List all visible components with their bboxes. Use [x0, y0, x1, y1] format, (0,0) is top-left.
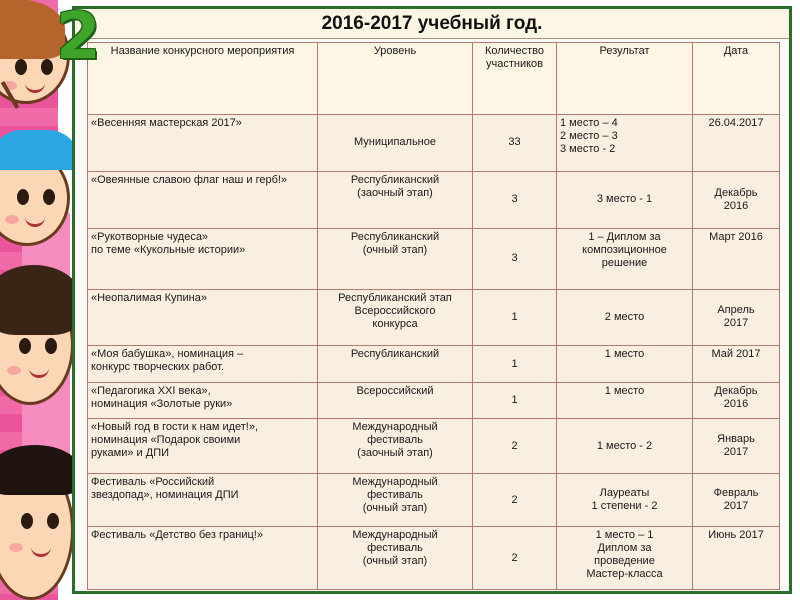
cell-date — [693, 228, 780, 289]
cell-date-line: Март 2016 — [709, 230, 763, 243]
cell-date-line: Май 2017 — [711, 348, 761, 361]
cell-result-line: 3 место - 1 — [596, 193, 653, 206]
cell-level-line: Международный — [352, 421, 438, 434]
cell-level — [318, 382, 473, 419]
cell-count: 2 — [473, 474, 557, 527]
cell-date-line: 2017 — [723, 446, 749, 459]
cell-date-line: Декабрь — [714, 384, 758, 397]
cell-name-line: Фестиваль «Детство без границ!» — [91, 529, 263, 541]
cell-result-line: 2 место — [604, 310, 645, 323]
cell-date-line: Декабрь — [714, 186, 758, 199]
child-hat-icon — [0, 130, 80, 170]
cell-name-line: «Моя бабушка», номинация – — [91, 348, 244, 361]
table-row — [88, 382, 780, 419]
cell-level-line: фестиваль — [367, 542, 423, 554]
cell-result-line: 1 место – 1 — [595, 529, 654, 541]
cell-name-line: «Неопалимая Купина» — [91, 291, 207, 304]
cell-result-line: Диплом за — [597, 542, 652, 554]
cell-name-line: номинация «Золотые руки» — [91, 397, 233, 410]
cell-count: 1 — [473, 346, 557, 383]
table-row — [88, 419, 780, 474]
cell-name-line: «Овеянные славою флаг наш и герб!» — [91, 173, 288, 186]
slide-number-badge: 2 — [56, 0, 101, 74]
cell-level — [318, 527, 473, 590]
cell-name — [88, 419, 318, 474]
cell-level-line: (очный этап) — [362, 555, 428, 567]
table-row — [88, 115, 780, 172]
table-body — [88, 115, 780, 590]
cell-date — [693, 382, 780, 419]
cell-date-line: 2016 — [723, 199, 749, 212]
cell-name-line: «Новый год в гости к нам идет!», — [91, 421, 259, 434]
cell-level-line: Всероссийский — [356, 384, 434, 397]
header-name: Название конкурсного мероприятия — [88, 43, 318, 115]
cell-level — [318, 419, 473, 474]
cell-name-line: Фестиваль «Российский — [91, 476, 215, 489]
cell-date-line: Апрель — [717, 304, 755, 317]
cell-result-line: проведение — [594, 555, 655, 567]
cell-level — [318, 171, 473, 228]
table-row — [88, 527, 780, 590]
cell-name-line: звездопад», номинация ДПИ — [91, 489, 239, 502]
cell-result — [557, 474, 693, 527]
cell-level-line: фестиваль — [367, 489, 423, 502]
cell-result-line: 1 место — [604, 348, 645, 361]
kids-decoration — [0, 0, 80, 600]
cell-level — [318, 228, 473, 289]
cell-name — [88, 171, 318, 228]
cell-count: 3 — [473, 171, 557, 228]
cell-level-line: Республиканский этап — [338, 291, 452, 304]
table-row — [88, 171, 780, 228]
cell-date — [693, 115, 780, 172]
cell-date — [693, 171, 780, 228]
cell-level-line: Республиканский — [350, 173, 440, 186]
cell-count: 1 — [473, 382, 557, 419]
header-level: Уровень — [318, 43, 473, 115]
cell-result — [557, 527, 693, 590]
cell-date-line: Февраль — [713, 487, 759, 500]
cell-count: 1 — [473, 289, 557, 346]
cell-result — [557, 171, 693, 228]
cell-level-line: (заочный этап) — [357, 186, 433, 199]
cell-level — [318, 346, 473, 383]
cell-result — [557, 228, 693, 289]
header-result: Результат — [557, 43, 693, 115]
cell-date-line: Июнь 2017 — [708, 529, 764, 541]
cell-level-line: (очный этап) — [362, 243, 428, 256]
cell-level — [318, 474, 473, 527]
cell-result — [557, 115, 693, 172]
cell-result-line: 2 место – 3 — [560, 130, 618, 142]
cell-result-line: 1 место - 2 — [596, 439, 653, 452]
cell-name — [88, 289, 318, 346]
cell-level-line: конкурса — [372, 317, 418, 330]
cell-count: 33 — [473, 115, 557, 172]
cell-name-line: по теме «Кукольные истории» — [91, 243, 246, 256]
child-hair-2-icon — [0, 445, 80, 495]
cell-count: 2 — [473, 527, 557, 590]
cell-date — [693, 474, 780, 527]
header-date: Дата — [693, 43, 780, 115]
cell-level — [318, 289, 473, 346]
cell-level-line: (заочный этап) — [357, 447, 433, 460]
cell-date-line: 26.04.2017 — [708, 117, 764, 129]
cell-date-line: 2017 — [723, 317, 749, 330]
cell-name — [88, 527, 318, 590]
cell-date-line: Январь — [717, 433, 755, 446]
content-frame — [72, 6, 792, 594]
cell-name-line: номинация «Подарок своими — [91, 434, 241, 447]
cell-count: 2 — [473, 419, 557, 474]
cell-level-line: фестиваль — [367, 434, 423, 447]
table-row — [88, 474, 780, 527]
cell-date — [693, 346, 780, 383]
header-count: Количество участников — [473, 43, 557, 115]
cell-date — [693, 419, 780, 474]
cell-name-line: «Педагогика XXI века», — [91, 384, 211, 397]
cell-result — [557, 289, 693, 346]
cell-level-line: (очный этап) — [362, 502, 428, 515]
table-row — [88, 289, 780, 346]
cell-date-line: 2016 — [723, 397, 749, 410]
cell-result — [557, 346, 693, 383]
cell-name-line: «Весенняя мастерская 2017» — [91, 117, 242, 129]
cell-name — [88, 115, 318, 172]
cell-level-line: Международный — [352, 476, 438, 489]
cell-date — [693, 289, 780, 346]
cell-name — [88, 228, 318, 289]
cell-result-line: Мастер-класса — [586, 568, 663, 580]
cell-name — [88, 382, 318, 419]
cell-result-line: 3 место - 2 — [560, 143, 616, 155]
competitions-table — [87, 42, 780, 590]
cell-count: 3 — [473, 228, 557, 289]
cell-result-line: 1 место – 4 — [560, 117, 618, 129]
table-row — [88, 228, 780, 289]
cell-level-line: Муниципальное — [354, 136, 436, 149]
cell-result-line: композиционное — [582, 243, 667, 256]
cell-result — [557, 382, 693, 419]
page-title: 2016-2017 учебный год. — [75, 9, 789, 39]
cell-result-line: 1 место — [604, 384, 645, 397]
cell-result — [557, 419, 693, 474]
cell-level-line: Всероссийского — [354, 304, 436, 317]
cell-level — [318, 115, 473, 172]
cell-result-line: Лауреаты — [599, 487, 650, 500]
table-header-row — [88, 43, 780, 115]
cell-level-line: Республиканский — [350, 230, 440, 243]
cell-name-line: руками» и ДПИ — [91, 447, 170, 460]
cell-name — [88, 474, 318, 527]
cell-date-line: 2017 — [723, 500, 749, 513]
cell-name-line: «Рукотворные чудеса» — [91, 230, 209, 243]
cell-result-line: решение — [601, 256, 648, 269]
cell-name — [88, 346, 318, 383]
table-row — [88, 346, 780, 383]
cell-result-line: 1 – Диплом за — [588, 230, 661, 243]
child-hair-icon — [0, 265, 80, 335]
cell-date — [693, 527, 780, 590]
cell-level-line: Международный — [352, 529, 438, 541]
cell-name-line: конкурс творческих работ. — [91, 361, 225, 374]
cell-result-line: 1 степени - 2 — [591, 500, 658, 513]
cell-level-line: Республиканский — [350, 348, 440, 361]
